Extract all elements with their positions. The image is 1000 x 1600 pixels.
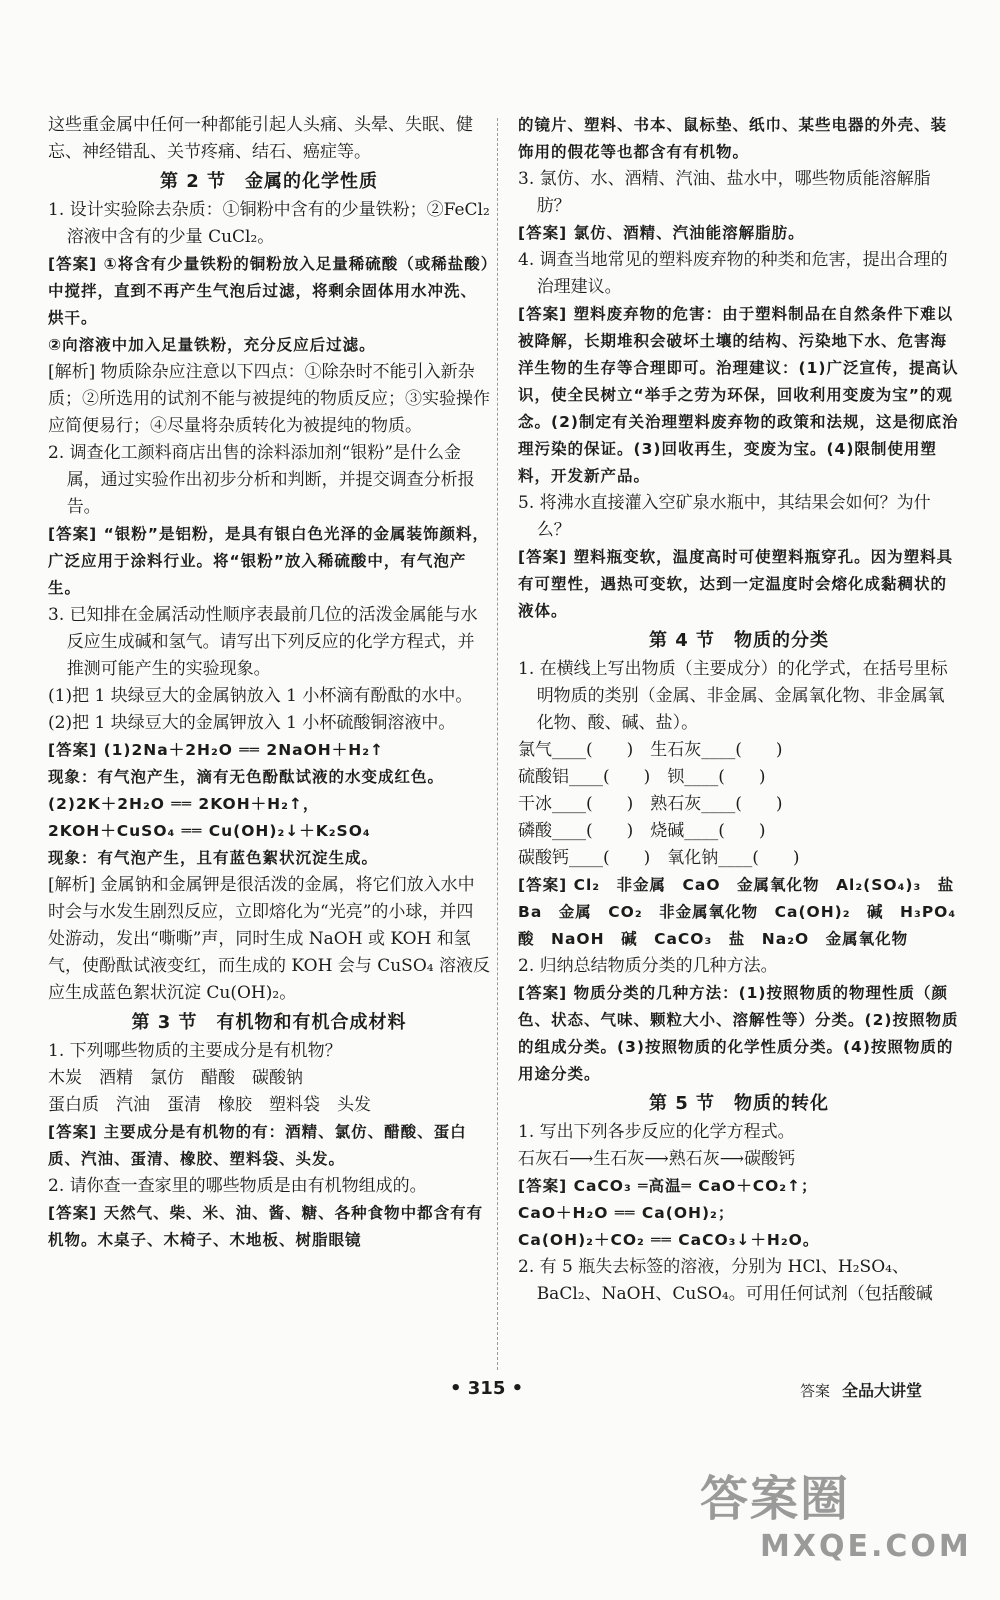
watermark-text: 答案圈	[700, 1471, 851, 1527]
answer-text: [答案] 塑料瓶变软，温度高时可使塑料瓶穿孔。因为塑料具有可塑性，遇热可变软，达到一定温度时会熔化成黏稠状的液体。	[518, 548, 954, 620]
right-column	[518, 112, 973, 1308]
analysis-text: [解析] 物质除杂应注意以下四点：①除杂时不能引入新杂质；②所选用的试剂不能与被提纯的物质反应；③实验操作应简便易行；④尽量将杂质转化为被提纯的物质。	[48, 362, 490, 436]
question: 1. 写出下列各步反应的化学方程式。	[518, 1122, 795, 1142]
answer-text: Ca(OH)₂＋CO₂ ══ CaCO₃↓＋H₂O。	[518, 1231, 820, 1249]
analysis-text: [解析] 金属钠和金属钾是很活泼的金属，将它们放入水中时会与水发生剧烈反应，立即熔化为“光亮”的小球，并四处游动，发出“嘶嘶”声，同时生成 NaOH 或 KOH 和氢气，使酚酞试液变红，而生成的 KOH 会与 CuSO₄ 溶液反应生成蓝色絮状沉淀 Cu(OH)₂。	[48, 875, 490, 1003]
column-divider	[497, 118, 498, 1370]
body-text: 蛋白质 汽油 蛋清 橡胶 塑料袋 头发	[48, 1095, 371, 1115]
body-text: 硫酸铝____( ) 钡____( )	[518, 767, 766, 787]
section-heading: 第 4 节 物质的分类	[648, 630, 830, 651]
question: 1. 在横线上写出物质（主要成分）的化学式，在括号里标明物质的类别（金属、非金属、金属氧化物、非金属氧化物、酸、碱、盐）。	[518, 659, 948, 733]
answer-text: [答案] 天然气、柴、米、油、酱、糖、各种食物中都含有有机物。木桌子、木椅子、木地板、树脂眼镜	[48, 1204, 484, 1249]
answer-text: [答案] 塑料废弃物的危害：由于塑料制品在自然条件下难以被降解，长期堆积会破坏土壤的结构、污染地下水、危害海洋生物的生存等合理即可。治理建议：(1)广泛宣传，提高认识，使全民树立“举手之劳为环保，回收利用变废为宝”的观念。(2)制定有关治理塑料废弃物的政策和法规，这是彻底治理污染的保证。(3)回收再生，变废为宝。(4)限制使用塑料，开发新产品。	[518, 305, 959, 485]
body-text: 氯气____( ) 生石灰____( )	[518, 740, 783, 760]
watermark-url: MXQE.COM	[760, 1529, 972, 1564]
answer-text: [答案] 氯仿、酒精、汽油能溶解脂肪。	[518, 224, 805, 242]
answer-text: (2)2K＋2H₂O ══ 2KOH＋H₂↑，	[48, 795, 320, 813]
question: 2. 归纳总结物质分类的几种方法。	[518, 956, 778, 976]
question: 2. 调查化工颜料商店出售的涂料添加剂“银粉”是什么金属，通过实验作出初步分析和判断，并提交调查分析报告。	[48, 443, 475, 517]
question: 3. 已知排在金属活动性顺序表最前几位的活泼金属能与水反应生成碱和氢气。请写出下列反应的化学方程式，并推测可能产生的实验现象。	[48, 605, 478, 679]
question: 2. 请你查一查家里的哪些物质是由有机物组成的。	[48, 1176, 427, 1196]
question: 1. 下列哪些物质的主要成分是有机物？	[48, 1041, 342, 1061]
answer-text: 现象：有气泡产生，滴有无色酚酞试液的水变成红色。	[48, 768, 445, 786]
question: 4. 调查当地常见的塑料废弃物的种类和危害，提出合理的治理建议。	[518, 250, 948, 297]
answer-text: 现象：有气泡产生，且有蓝色絮状沉淀生成。	[48, 849, 379, 867]
body-text: (2)把 1 块绿豆大的金属钾放入 1 小杯硫酸铜溶液中。	[48, 713, 456, 733]
answer-text: [答案] ①将含有少量铁粉的铜粉放入足量稀硫酸（或稀盐酸）中搅拌，直到不再产生气泡后过滤，将剩余固体用水冲洗、烘干。	[48, 255, 490, 327]
question: 2. 有 5 瓶失去标签的溶液，分别为 HCl、H₂SO₄、BaCl₂、NaOH、CuSO₄。可用任何试剂（包括酸碱	[518, 1257, 933, 1304]
section-heading: 第 5 节 物质的转化	[648, 1093, 830, 1114]
footer-label: 答案	[800, 1382, 831, 1400]
answer-text: [答案] “银粉”是铝粉，是具有银白色光泽的金属装饰颜料，广泛应用于涂料行业。将“银粉”放入稀硫酸中，有气泡产生。	[48, 525, 489, 597]
answer-text: CaO＋H₂O ══ Ca(OH)₂；	[518, 1204, 735, 1222]
answer-text: 2KOH＋CuSO₄ ══ Cu(OH)₂↓＋K₂SO₄	[48, 822, 371, 840]
answer-text: 的镜片、塑料、书本、鼠标垫、纸巾、某些电器的外壳、装饰用的假花等也都含有有机物。	[518, 116, 948, 161]
answer-text: [答案] CaCO₃ ═高温═ CaO＋CO₂↑；	[518, 1177, 818, 1195]
answer-text: [答案] 主要成分是有机物的有：酒精、氯仿、醋酸、蛋白质、汽油、蛋清、橡胶、塑料袋、头发。	[48, 1123, 467, 1168]
body-text: 碳酸钙____( ) 氧化钠____( )	[518, 848, 800, 868]
question: 3. 氯仿、水、酒精、汽油、盐水中，哪些物质能溶解脂肪？	[518, 169, 931, 216]
body-text: 这些重金属中任何一种都能引起人头痛、头晕、失眠、健忘、神经错乱、关节疼痛、结石、癌症等。	[48, 115, 473, 162]
footer-book-title: 全品大讲堂	[842, 1381, 923, 1400]
left-column	[48, 112, 490, 1254]
page-number: • 315 •	[450, 1378, 524, 1399]
body-text: 石灰石⟶生石灰⟶熟石灰⟶碳酸钙	[518, 1149, 796, 1169]
question: 1. 设计实验除去杂质：①铜粉中含有的少量铁粉；②FeCl₂ 溶液中含有的少量 CuCl₂。	[48, 200, 490, 247]
page-footer	[800, 1378, 922, 1401]
body-text: (1)把 1 块绿豆大的金属钠放入 1 小杯滴有酚酞的水中。	[48, 686, 473, 706]
body-text: 干冰____( ) 熟石灰____( )	[518, 794, 783, 814]
section-heading: 第 3 节 有机物和有机合成材料	[131, 1012, 407, 1033]
answer-text: [答案] 物质分类的几种方法：(1)按照物质的物理性质（颜色、状态、气味、颗粒大小、溶解性等）分类。(2)按照物质的组成分类。(3)按照物质的化学性质分类。(4)按照物质的用途分类。	[518, 984, 959, 1083]
section-heading: 第 2 节 金属的化学性质	[159, 171, 379, 192]
answer-text: [答案] Cl₂ 非金属 CaO 金属氧化物 Al₂(SO₄)₃ 盐 Ba 金属 CO₂ 非金属氧化物 Ca(OH)₂ 碱 H₃PO₄ 酸 NaOH 碱 CaCO₃ 盐 Na₂O 金属氧化物	[518, 876, 973, 948]
answer-text: [答案] (1)2Na＋2H₂O ══ 2NaOH＋H₂↑	[48, 741, 385, 759]
answer-text: ②向溶液中加入足量铁粉，充分反应后过滤。	[48, 336, 376, 354]
watermark-logo	[700, 1460, 972, 1564]
question: 5. 将沸水直接灌入空矿泉水瓶中，其结果会如何？为什么？	[518, 493, 931, 540]
body-text: 磷酸____( ) 烧碱____( )	[518, 821, 766, 841]
body-text: 木炭 酒精 氯仿 醋酸 碳酸钠	[48, 1068, 303, 1088]
